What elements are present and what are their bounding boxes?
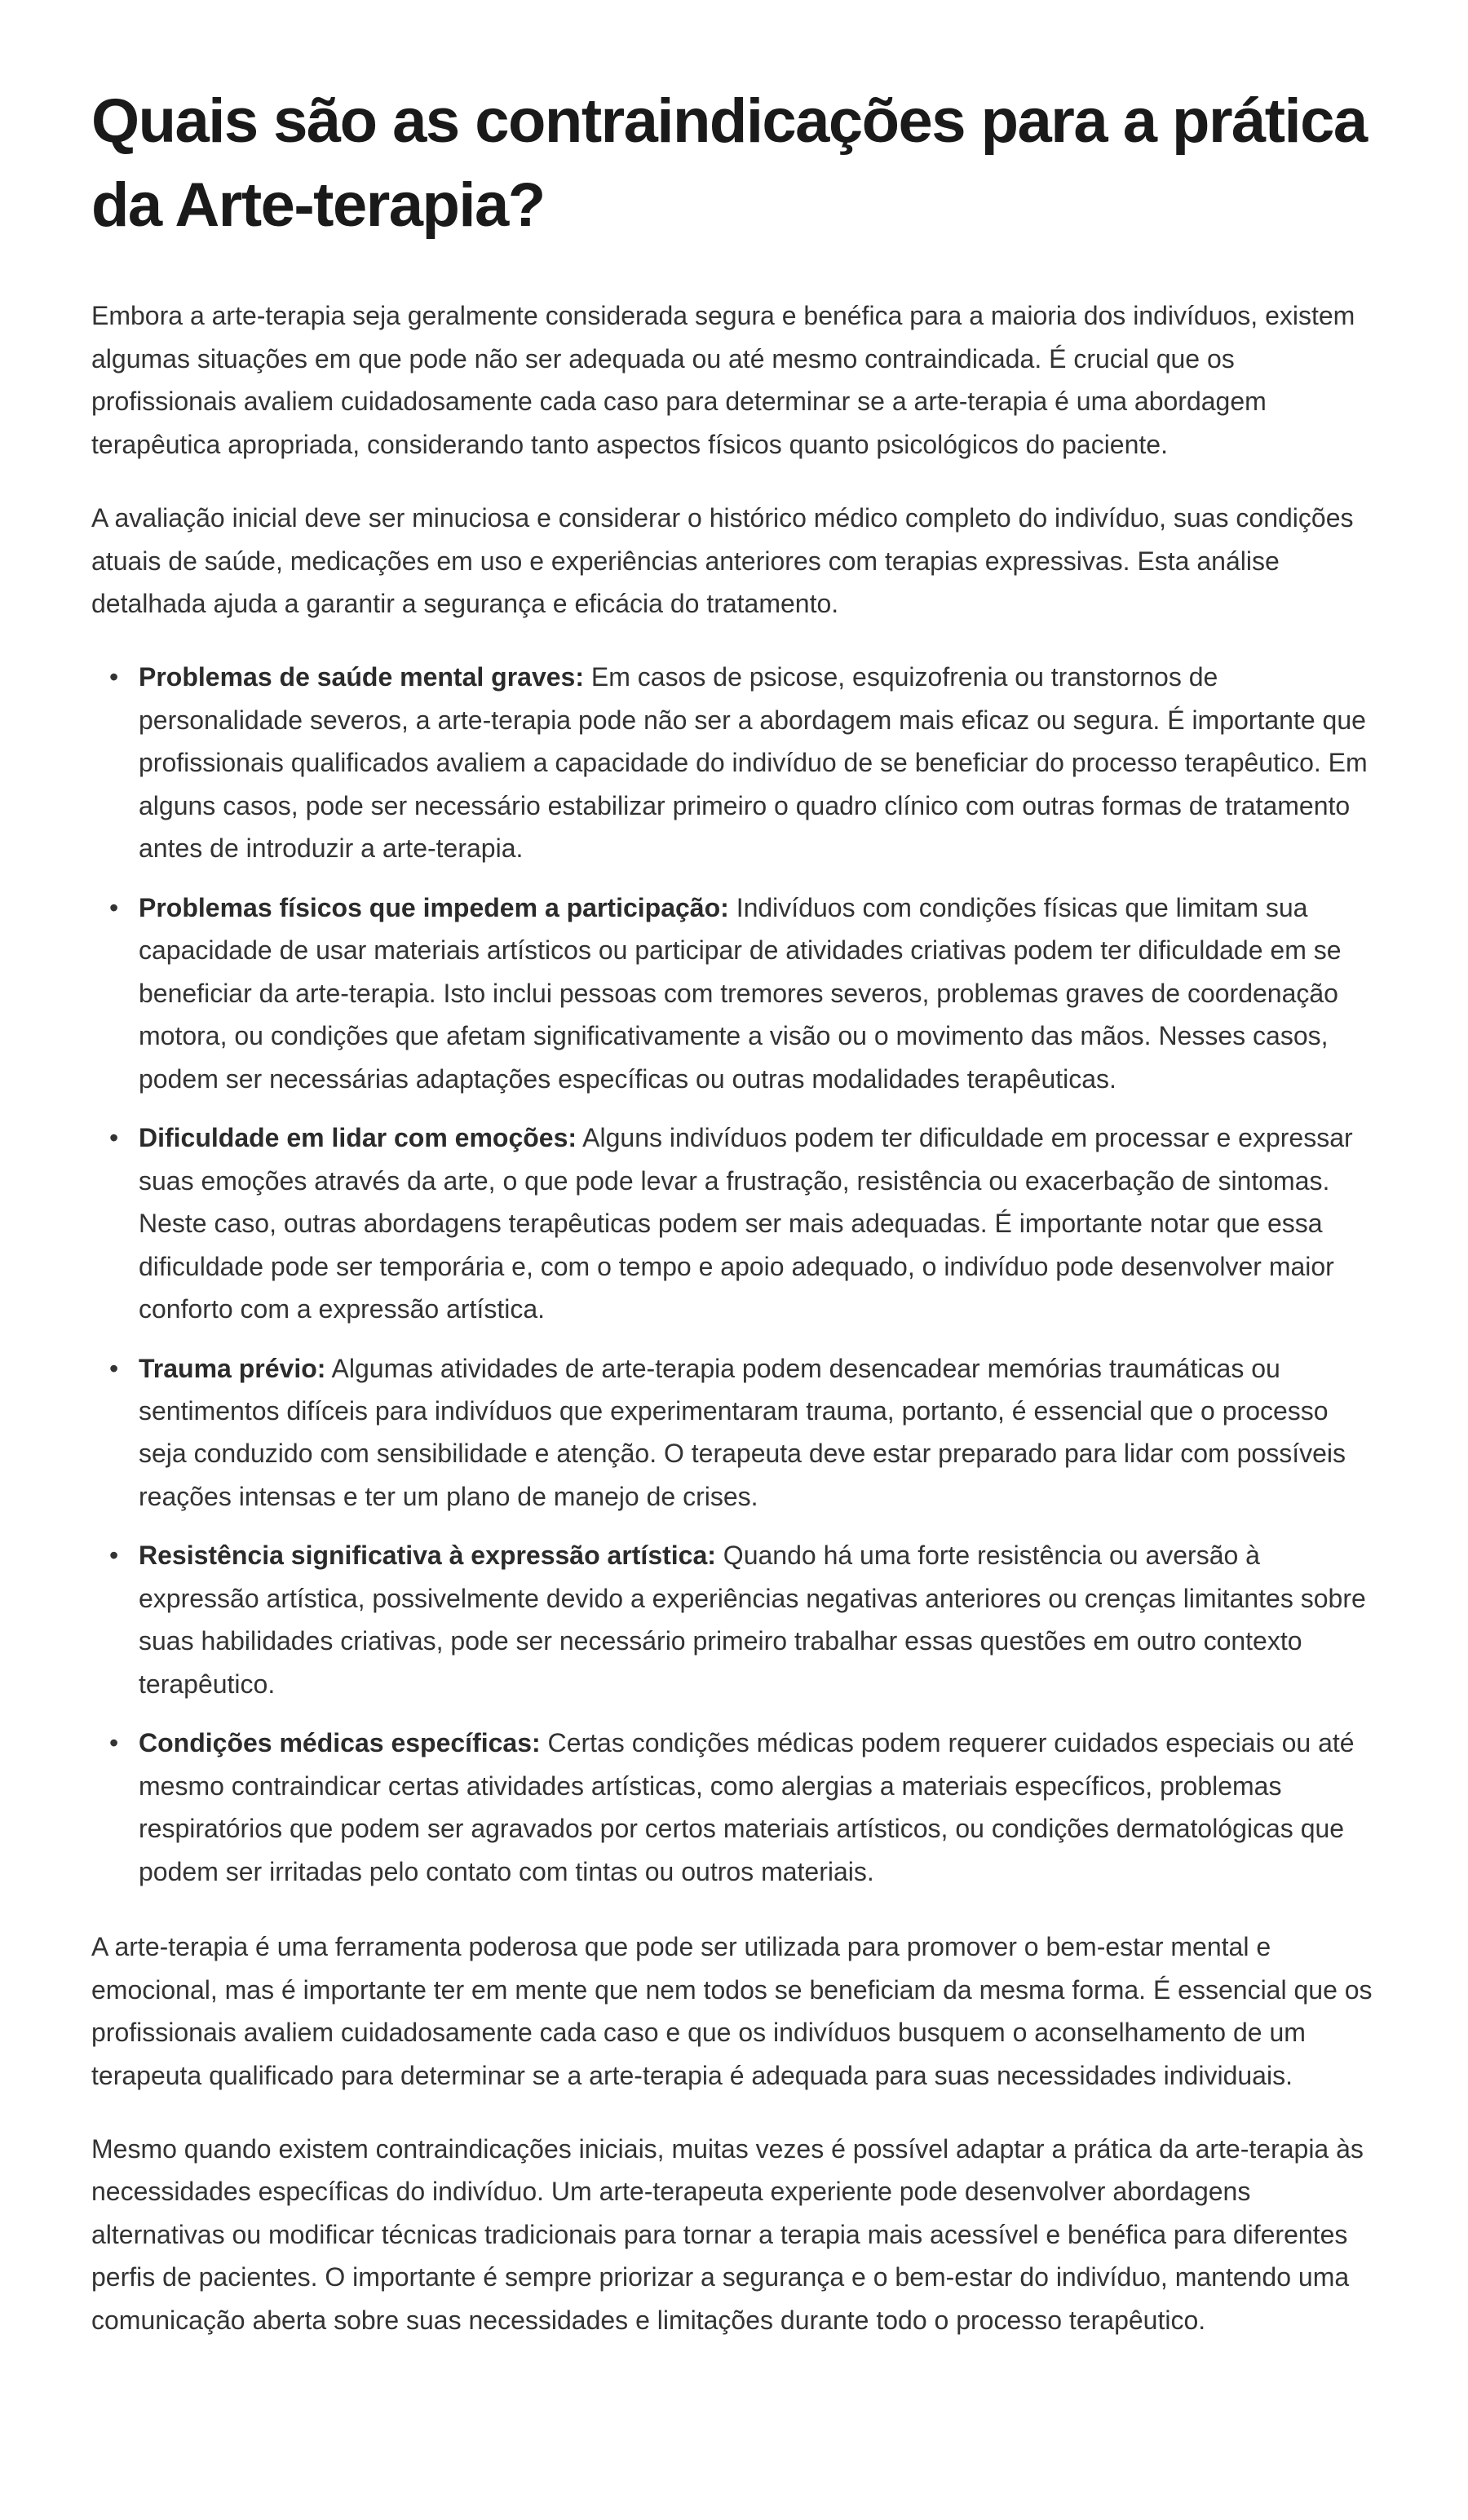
list-item-text: Quando há uma forte resistência ou aversão à expressão artística, possivelmente devido a experiências negativas anteriores ou crenças limitantes sobre suas habilidades criativas, pode ser necessário primeiro trabalhar essas questões em outro contexto terapêutico. [139,1541,1366,1699]
list-item-lead: Resistência significativa à expressão artística: [139,1541,716,1571]
list-item-lead: Problemas físicos que impedem a participação: [139,892,729,922]
bullet-icon: • [109,1541,119,1571]
bullet-icon: • [109,1353,119,1383]
intro-paragraph-2: A avaliação inicial deve ser minuciosa e considerar o histórico médico completo do indivíduo, suas condições atuais de saúde, medicações em uso e experiências anteriores com terapias expressivas. Esta análise detalhada ajuda a garantir a segurança e eficácia do tratamento. [91,503,1354,618]
bullet-icon: • [109,662,119,692]
list-item-emotions [109,1116,1377,1330]
list-item-medical-conditions [109,1722,1377,1893]
list-item-lead: Condições médicas específicas: [139,1728,541,1758]
bullet-icon: • [109,1123,119,1153]
list-item-physical-problems [109,886,1377,1100]
page-title: Quais são as contraindicações para a prática da Arte-terapia? [91,86,1367,240]
list-item-lead: Trauma prévio: [139,1353,326,1383]
list-item-resistance [109,1534,1377,1705]
intro-paragraph-1: Embora a arte-terapia seja geralmente considerada segura e benéfica para a maioria dos indivíduos, existem algumas situações em que pode não ser adequada ou até mesmo contraindicada. É crucial que os profissionais avaliem cuidadosamente cada caso para determinar se a arte-terapia é uma abordagem terapêutica apropriada, considerando tanto aspectos físicos quanto psicológicos do paciente. [91,301,1355,459]
list-item-text: Algumas atividades de arte-terapia podem desencadear memórias traumáticas ou sentimentos difíceis para indivíduos que experimentaram trauma, portanto, é essencial que o processo seja conduzido com sensibilidade e atenção. O terapeuta deve estar preparado para lidar com possíveis reações intensas e ter um plano de manejo de crises. [139,1353,1346,1511]
closing-paragraph-2: Mesmo quando existem contraindicações iniciais, muitas vezes é possível adaptar a prática da arte-terapia às necessidades específicas do indivíduo. Um arte-terapeuta experiente pode desenvolver abordagens alternativas ou modificar técnicas tradicionais para tornar a terapia mais acessível e benéfica para diferentes perfis de pacientes. O importante é sempre priorizar a segurança e o bem-estar do indivíduo, mantendo uma comunicação aberta sobre suas necessidades e limitações durante todo o processo terapêutico. [91,2134,1364,2335]
list-item-lead: Dificuldade em lidar com emoções: [139,1123,577,1153]
list-item-text: Em casos de psicose, esquizofrenia ou transtornos de personalidade severos, a arte-terapia pode não ser a abordagem mais eficaz ou segura. É importante que profissionais qualificados avaliem a capacidade do indivíduo de se beneficiar do processo terapêutico. Em alguns casos, pode ser necessário estabilizar primeiro o quadro clínico com outras formas de tratamento antes de introduzir a arte-terapia. [139,662,1368,864]
list-item-lead: Problemas de saúde mental graves: [139,662,584,692]
article-content [91,80,1377,2341]
list-item-text: Certas condições médicas podem requerer cuidados especiais ou até mesmo contraindicar certas atividades artísticas, como alergias a materiais específicos, problemas respiratórios que podem ser agravados por certos materiais artísticos, ou condições dermatológicas que podem ser irritadas pelo contato com tintas ou outros materiais. [139,1728,1355,1886]
list-item-mental-health [109,656,1377,869]
closing-paragraph-1: A arte-terapia é uma ferramenta poderosa que pode ser utilizada para promover o bem-estar mental e emocional, mas é importante ter em mente que nem todos se beneficiam da mesma forma. É essencial que os profissionais avaliem cuidadosamente cada caso e que os indivíduos busquem o aconselhamento de um terapeuta qualificado para determinar se a arte-terapia é adequada para suas necessidades individuais. [91,1932,1373,2090]
list-item-text: Indivíduos com condições físicas que limitam sua capacidade de usar materiais artísticos ou participar de atividades criativas podem ter dificuldade em se beneficiar da arte-terapia. Isto inclui pessoas com tremores severos, problemas graves de coordenação motora, ou condições que afetam significativamente a visão ou o movimento das mãos. Nesses casos, podem ser necessárias adaptações específicas ou outras modalidades terapêuticas. [139,892,1342,1094]
list-item-text: Alguns indivíduos podem ter dificuldade em processar e expressar suas emoções através da arte, o que pode levar a frustração, resistência ou exacerbação de sintomas. Neste caso, outras abordagens terapêuticas podem ser mais adequadas. É importante notar que essa dificuldade pode ser temporária e, com o tempo e apoio adequado, o indivíduo pode desenvolver maior conforto com a expressão artística. [139,1123,1353,1324]
bullet-icon: • [109,892,119,922]
list-item-trauma [109,1347,1377,1519]
bullet-icon: • [109,1728,119,1758]
contraindications-list [91,656,1377,1893]
